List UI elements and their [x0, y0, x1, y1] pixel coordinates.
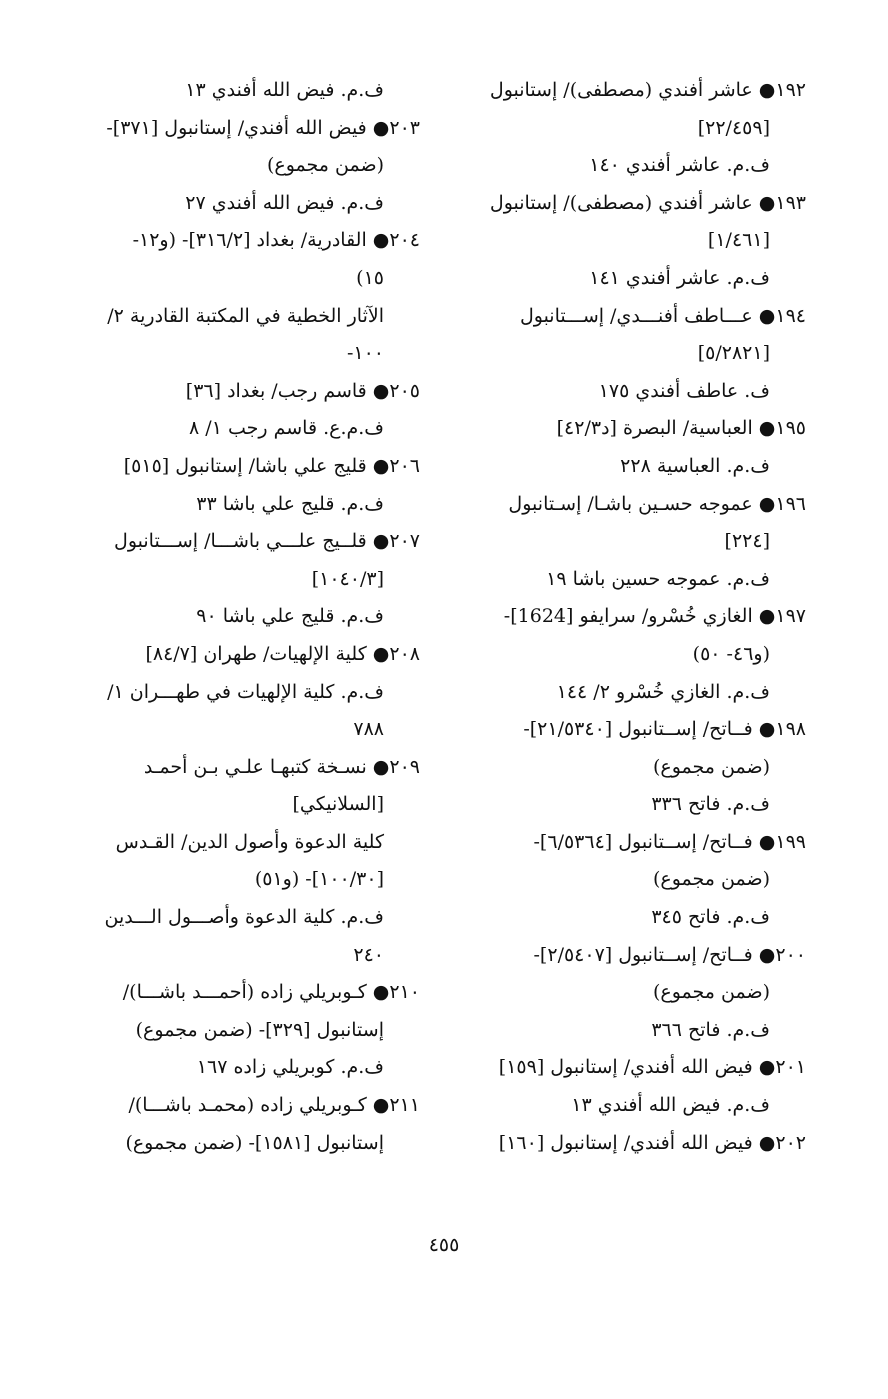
- entry-208-catalog-ref: ف.م. كلية الإلهيات في طهـــران ١/: [107, 680, 384, 703]
- entry-210-shelfmark: إستانبول [٣٢٩]- (ضمن مجموع): [135, 1018, 384, 1041]
- entry-192-shelfmark: [٢٢/٤٥٩]: [697, 116, 770, 139]
- entry-198-catalog-ref: ف.م. فاتح ٣٣٦: [651, 793, 770, 816]
- entry-203-catalog-ref: ف.م. فيض الله أفندي ٢٧: [185, 191, 384, 214]
- right-column: [456, 72, 806, 1162]
- entry-204: ٢٠٤● القادرية/ بغداد [٣١٦/٢]- (و١٢-: [132, 229, 420, 252]
- entry-193-shelfmark: [١/٤٦١]: [707, 229, 770, 252]
- entry-205-catalog-ref: ف.م.ع. قاسم رجب ١/ ٨: [189, 417, 384, 440]
- entry-204-catalog-page: ١٠٠-: [346, 342, 384, 365]
- entry-197-folios: (و٤٦- ٥٠): [692, 642, 770, 665]
- entry-193: ١٩٣● عاشر أفندي (مصطفى)/ إستانبول: [489, 191, 806, 214]
- entry-196-shelfmark: [٢٢٤]: [724, 530, 770, 553]
- entry-207-catalog-ref: ف.م. قليج علي باشا ٩٠: [196, 605, 384, 628]
- page-number: ٤٥٥: [428, 1234, 460, 1256]
- entry-211-shelfmark: إستانبول [١٥٨١]- (ضمن مجموع): [125, 1131, 384, 1154]
- entry-211: ٢١١● كـوبريلي زاده (محمـد باشـــا)/: [128, 1094, 420, 1117]
- left-column: [68, 72, 420, 1162]
- entry-207-shelfmark: [١٠٤٠/٣]: [311, 567, 384, 590]
- entry-194-catalog-ref: ف. عاطف أفندي ١٧٥: [598, 379, 770, 402]
- entry-197-catalog-ref: ف.م. الغازي خُسْرو ٢/ ١٤٤: [556, 680, 770, 703]
- entry-200-catalog-ref: ف.م. فاتح ٣٦٦: [651, 1018, 770, 1041]
- entry-201-catalog-ref: ف.م. فيض الله أفندي ١٣: [571, 1094, 770, 1117]
- entry-196-catalog-ref: ف.م. عموجه حسين باشا ١٩: [546, 567, 770, 590]
- entry-197: ١٩٧● الغازي خُسْرو/ سرايفو [1624]-: [503, 605, 806, 628]
- entry-200: ٢٠٠● فــاتح/ إســتانبول [٢/٥٤٠٧]-: [533, 943, 806, 966]
- entry-195: ١٩٥● العباسية/ البصرة [د٤٢/٣]: [556, 417, 806, 440]
- entry-201: ٢٠١● فيض الله أفندي/ إستانبول [١٥٩]: [498, 1056, 806, 1079]
- entry-210: ٢١٠● كـوبريلي زاده (أحمـــد باشـــا)/: [122, 981, 420, 1004]
- entry-209-library: كلية الدعوة وأصول الدين/ القـدس: [115, 830, 384, 853]
- entry-194-shelfmark: [٥/٢٨٢١]: [697, 342, 770, 365]
- entry-204-folios: ١٥): [356, 266, 384, 289]
- entry-204-catalog-ref: الآثار الخطية في المكتبة القادرية ٢/: [107, 304, 384, 327]
- entry-195-catalog-ref: ف.م. العباسية ٢٢٨: [620, 454, 770, 477]
- entry-194: ١٩٤● عـــاطف أفنـــدي/ إســـتانبول: [519, 304, 806, 327]
- entry-203-note: (ضمن مجموع): [266, 154, 384, 177]
- entry-200-note: (ضمن مجموع): [652, 981, 770, 1004]
- entry-193-catalog-ref: ف.م. عاشر أفندي ١٤١: [589, 266, 770, 289]
- entry-198-note: (ضمن مجموع): [652, 755, 770, 778]
- entry-202: ٢٠٢● فيض الله أفندي/ إستانبول [١٦٠]: [498, 1131, 806, 1154]
- entry-192-catalog-ref: ف.م. عاشر أفندي ١٤٠: [589, 154, 770, 177]
- entry-209-copyist: [السلانيكي]: [292, 793, 384, 816]
- entry-199-note: (ضمن مجموع): [652, 868, 770, 891]
- entry-209-catalog-page: ٢٤٠: [353, 943, 384, 966]
- entry-203: ٢٠٣● فيض الله أفندي/ إستانبول [٣٧١]-: [106, 116, 420, 139]
- entry-199-catalog-ref: ف.م. فاتح ٣٤٥: [651, 906, 770, 929]
- entry-207: ٢٠٧● قلــيج علـــي باشـــا/ إســـتانبول: [114, 530, 420, 553]
- entry-206: ٢٠٦● قليج علي باشا/ إستانبول [٥١٥]: [123, 454, 420, 477]
- entry-208: ٢٠٨● كلية الإلهيات/ طهران [٨٤/٧]: [145, 642, 420, 665]
- entry-192: ١٩٢● عاشر أفندي (مصطفى)/ إستانبول: [489, 79, 806, 101]
- entry-206-catalog-ref: ف.م. قليج علي باشا ٣٣: [196, 492, 384, 515]
- entry-209-shelfmark: [١٠٠/٣٠]- (و٥١): [254, 868, 384, 891]
- entry-198: ١٩٨● فــاتح/ إســتانبول [٢١/٥٣٤٠]-: [523, 718, 806, 741]
- entry-199: ١٩٩● فــاتح/ إســتانبول [٦/٥٣٦٤]-: [533, 830, 806, 853]
- entry-205: ٢٠٥● قاسم رجب/ بغداد [٣٦]: [185, 379, 420, 402]
- entry-209: ٢٠٩● نسـخة كتبهـا علـي بـن أحمـد: [143, 755, 420, 778]
- entry-208-catalog-page: ٧٨٨: [353, 718, 384, 741]
- entry-210-catalog-ref: ف.م. كوبريلي زاده ١٦٧: [196, 1056, 384, 1079]
- entry-196: ١٩٦● عموجه حسـين باشـا/ إسـتانبول: [508, 492, 806, 515]
- entry-202-catalog-ref: ف.م. فيض الله أفندي ١٣: [185, 79, 384, 101]
- entry-209-catalog-ref: ف.م. كلية الدعوة وأصـــول الـــدين: [104, 906, 384, 929]
